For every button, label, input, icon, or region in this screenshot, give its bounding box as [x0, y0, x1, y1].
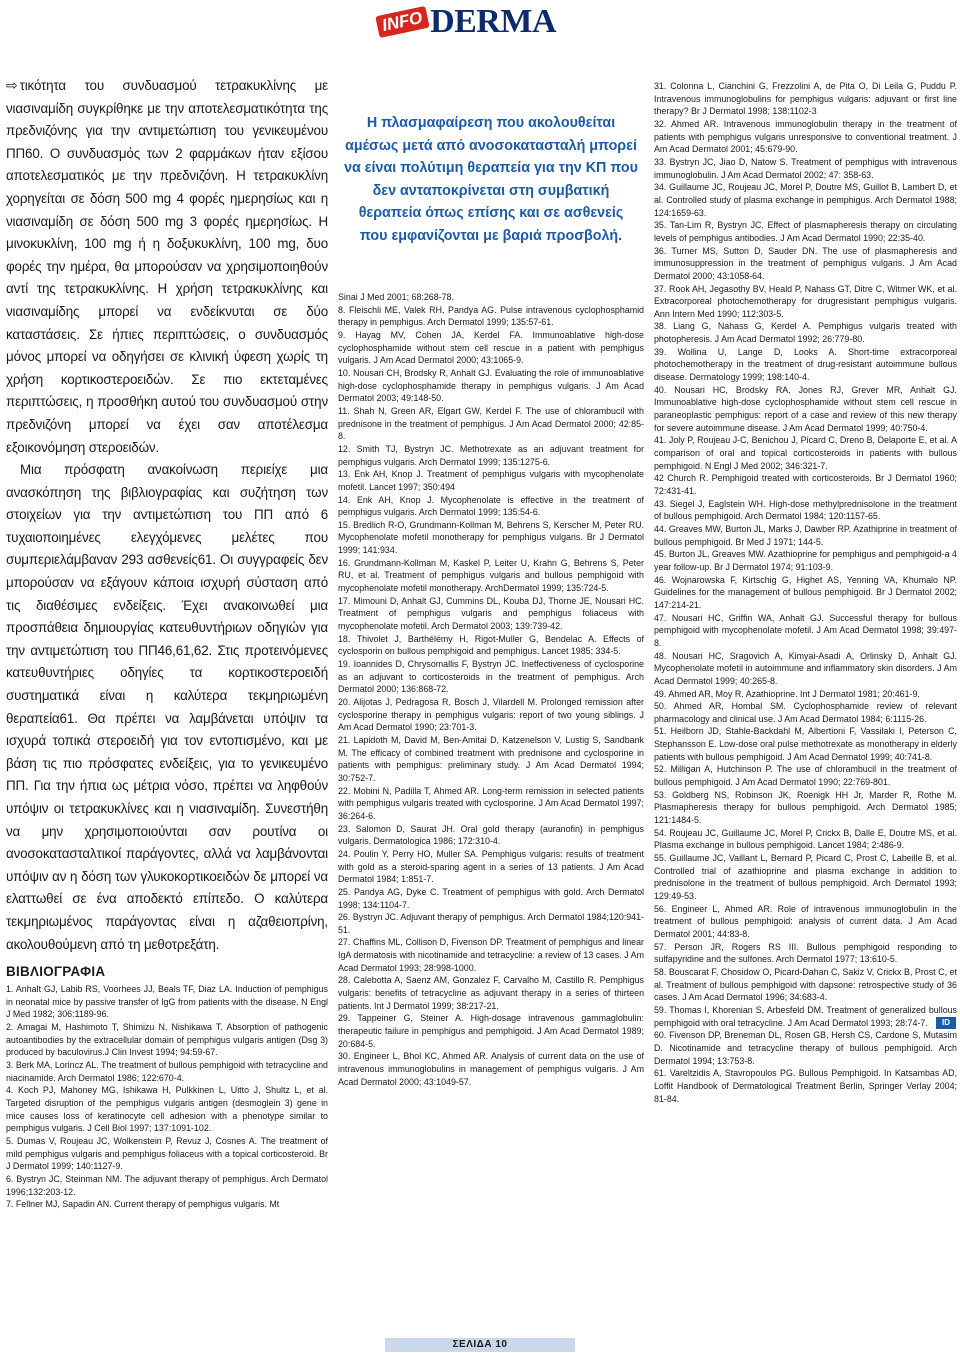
- reference-item: 58. Bouscarat F, Chosidow O, Picard-Dahan C, Sakiz V, Crickx B, Prost C, et al. Treatment of bullous pemphigoid with dapsone: retrospective study of 36 cases. J Am Acad Dermatol 1996; 34:683-4.: [654, 966, 957, 1003]
- reference-item: 29. Tappeiner G, Steiner A. High-dosage intravenous gammaglobulin: therapeutic failure in pemphigus and pemphigoid. J Am Acad Dermatol 1989; 20:684-5.: [338, 1013, 644, 1049]
- reference-item: 18. Thivolet J, Barthélémy H, Rigot-Muller G, Bendelac A. Effects of cyclosporin on bullous pemphigoid and pemphigus. Lancet 1985; 334-5.: [338, 633, 644, 657]
- continued-arrow-icon: ⇨: [6, 77, 18, 93]
- reference-item: 42 Church R. Pemphigoid treated with corticosteroids. Br J Dermatol 1960; 72:431-41.: [654, 473, 957, 496]
- page-footer: [430, 1335, 530, 1353]
- reference-item: 8. Fleischli ME, Valek RH, Pandya AG. Pulse intravenous cyclophosphamid therapy in pemphigus. Arch Dermatol 1999; 135:57-61.: [338, 304, 644, 328]
- reference-item: 45. Burton JL, Greaves MW. Azathioprine for pemphigus and pemphigoid-a 4 year follow-up. Br J Dermatol 1974; 91:103-9.: [654, 549, 957, 572]
- reference-item: 39. Wollina U, Lange D, Looks A. Short-time extracorporeal photochemotherapy in the treatment of drug-resistant autoimmune bullous disease. Dermatology 1999; 198:140-4.: [654, 346, 957, 383]
- reference-item: 26. Bystryn JC. Adjuvant therapy of pemphigus. Arch Dermatol 1984;120:941-51.: [338, 912, 644, 935]
- reference-item: 34. Guillaume JC, Roujeau JC, Morel P, Doutre MS, Guillot B, Lambert D, et al. Controlled study of plasma exchange in pemphigus. Arch Dermatol 1988; 124:1659-63.: [654, 182, 957, 218]
- reference-item: 3. Berk MA, Lorincz AL. The treatment of bullous pemphigoid with tetracycline and niacinamide. Arch Dermatol 1986; 122:670-4.: [6, 1060, 328, 1083]
- reference-item: 33. Bystryn JC, Jiao D, Natow S. Treatment of pemphigus with intravenous immunoglobulin. J Am Acad Dermatol 2002; 47: 358-63.: [654, 156, 957, 180]
- reference-item: 17. Mimouni D, Anhalt GJ, Cummins DL, Kouba DJ, Thorne JE, Nousari HC. Treatment of pemphigus vulgaris and pemphigus foliaceus with mycophenolate mofetil. Arch Dermatol 2003; 139:739-42.: [338, 595, 644, 632]
- reference-item: 31. Colonna L, Cianchini G, Frezzolini A, de Pita O, Di Leila G, Puddu P. Intravenous immunoglobulins for pemphigus vulgaris: adjuvant or first line therapy? Br J Dermatol 1998; 138:1102-3: [654, 81, 957, 117]
- reference-item: 61. Vareltzidis A, Stavropoulos PG. Bullous Pemphigoid. In Katsambas AD, Loffit Handbook of Dermatological Treatment Berlin, Springer Verlay 2004; 81-84.: [654, 1068, 957, 1104]
- reference-item: 30. Engineer L, Bhol KC, Ahmed AR. Analysis of current data on the use of intravenous immunoglobulins in management of pemphigus vulgaris. J Am Acad Dermatol 2000; 43:1049-57.: [338, 1051, 644, 1087]
- reference-item: 40. Nousari HC, Brodsky RA, Jones RJ, Grever MR, Anhalt GJ. Immunoablative high-dose cyclophosphamide without stem cell rescue in paraneoplastic pemphigus: report of a case and review of this new therapy for severe autoimmune disease. J Am Acad Dermatol 1999; 40:750-4.: [654, 384, 957, 433]
- page-number: ΣΕΛΙΔΑ 10: [452, 1338, 508, 1350]
- reference-item: 10. Nousari CH, Brodsky R, Anhalt GJ. Evaluating the role of immunoablative high-dose cyclophosphamide therapy in pemphigus vulgaris. J Am Acad Dermatol 2003; 49:148-50.: [338, 367, 644, 404]
- reference-item: 43. Siegel J, Eaglstein WH. High-dose methylprednisolone in the treatment of bullous pemphigoid. Arch Dermatol 1984; 120:1157-65.: [654, 498, 957, 522]
- reference-item: 49. Ahmed AR, Moy R. Azathioprine. Int J Dermatol 1981; 20:461-9.: [654, 688, 920, 699]
- reference-item: 23. Salomon D, Saurat JH. Oral gold therapy (auranofin) in pemphigus vulgaris. Dermatologica 1986; 172:310-4.: [338, 823, 644, 847]
- reference-item: 21. Lapidoth M, David M, Ben-Amitai D, Katzenelson V, Lustig S, Sandbank M. The efficacy of combined treatment with prednisone and cyclosporine in patients with pemphigus: preliminary study. J Am Acad Dermatol 1994; 30:752-7.: [338, 734, 644, 783]
- reference-list-3: [654, 80, 957, 1105]
- reference-item: 52. Milligan A, Hutchinson P. The use of chlorambucil in the treatment of bullous pemphigoid. J Am Acad Dermatol 1990; 22:769-801.: [654, 764, 957, 788]
- reference-item: 19. Ioannides D, Chrysomallis F, Bystryn JC. Ineffectiveness of cyclosporine as an adjuvant to corticosteroids in the treatment of pemphigus. Arch Dermatol 2000; 136:868-72.: [338, 659, 644, 695]
- reference-item: 47. Nousari HC, Griffin WA, Anhalt GJ. Successful therapy for bullous pemphigoid with mycophenolate mofetil. J Am Acad Dermatol 1998; 39:497-8.: [654, 612, 957, 648]
- pull-quote: Η πλασμαφαίρεση που ακολουθείται αμέσως μετά από ανοσοκατασταλή μπορεί να είναι πολύτιμη θεραπεία για την ΚΠ που δεν ανταποκρίνεται στη συμβατική θεραπεία όπως επίσης και σε ασθενείς που εμφανίζονται με βαριά προσβολή.: [344, 115, 638, 244]
- reference-item: 60. Fivenson DP, Breneman DL, Rosen GB, Hersh CS, Cardone S, Mutasim D. Nicotinamide and tetracycline therapy of bullous pemphigoid. Arch Dermatol 1994; 13:753-8.: [654, 1030, 957, 1066]
- reference-item: 13. Enk AH, Knop J. Treatment of pemphigus vulgaris with mycophenolate mofetil. Lancet 1997; 350:494: [338, 469, 644, 492]
- reference-item: 5. Dumas V, Roujeau JC, Wolkenstein P, Revuz J, Cosnes A. The treatment of mild pemphigus vulgaris and pemphigus foliaceus with a topical corticosteroid. Br J Dermatol 1999; 140:1127-9.: [6, 1136, 328, 1172]
- reference-item: 35. Tan-Lim R, Bystryn JC. Effect of plasmapheresis therapy on circulating levels of pemphigus antibodies. J Am Acad Dermatol 1990; 22:35-40.: [654, 220, 957, 243]
- reference-item: 16. Grundmann-Kollman M, Kaskel P, Leiter U, Krahn G, Behrens S, Peter RU, et al. Treatment of pemphigus vulgaris and bullous pemphigoid with mycophenolate mofetil monotherapy. ArchDermatol 1999; 135:724-5.: [338, 557, 644, 594]
- paragraph-2: Μια πρόσφατη ανακοίνωση περιείχε μια ανασκόπηση της βιβλιογραφίας και συζήτηση των στοιχείων για την αντιμετώπιση του ΠΠ από 6 τυχαιοποιημένες ελεγχόμενες μελέτες που συμπεριελάμβαναν 293 ασθενείς61. Οι συγγραφείς δεν μπορούσαν να εξάγουν κάποια ισχυρή σύσταση από τις διαθέσιμες ενδείξεις. Έχει ανακοινωθεί μια προσπάθεια δημιουργίας κατευθυντήριων οδηγιών για την αντιμετώπιση του ΠΠ46,61,62. Στις προτεινόμενες κατευθυντήριες οδηγίες τα κορτικοστεροειδή συστηματικά είναι η καλύτερα τεκμηριωμένη θεραπεία61. Θα πρέπει να λαμβάνεται υπόψιν τα ισχυρά τοπικά στεροειδή για τον εντοπισμένο, και με βάση τις πιο πρόσφατες ενδείξεις, για το γενικευμένο ΠΠ. Για την ήπια ως μέτρια νόσο, πρέπει να ληφθούν υπόψιν οι τετρακυκλίνες και η νιασιναμίδη. Συνεστήθη να μην χρησιμοποιούνται σαν ρουτίνα οι ανοσοκατασταλτικοί παράγοντες, αλλά να λαμβάνονται υπόψιν αν η δόση των γλυκοκορτικοειδών δε μπορεί να ελαττωθεί σε ένα αποδεκτό επίπεδο. Ο καλύτερα τεκμηριωμένος παράγοντας είναι η αζαθειοπρίνη, ακολουθούμενη από τη μεθοτρεξάτη.: [6, 462, 328, 952]
- logo-derma-wordmark: DERMA: [430, 3, 556, 40]
- bibliography-heading: ΒΙΒΛΙΟΓΡΑΦΙΑ: [6, 964, 106, 980]
- reference-item: 54. Roujeau JC, Guillaume JC, Morel P, Crickx B, Dalle E, Doutre MS, et al. Plasma exchange in bullous pemphigoid. Lancet 1984; 2:486-9.: [654, 827, 957, 851]
- reference-item: 27. Chaffins ML, Collison D, Fivenson DP. Treatment of pemphigus and linear IgA dermatosis with nicotinamide and tetracycline: a review of 13 cases. J Am Acad Dermatol 1993; 28:998-1000.: [338, 937, 644, 973]
- paragraph-1-text: τικότητα του συνδυασμού τετρακυκλίνης με νιασιναμίδη συγκρίθηκε με την αποτελεσματικότητα της πρεδνιζόνης για την αντιμετώπιση του γενικευμένου ΠΠ60. Ο συνδυασμός των 2 φαρμάκων ήταν εξίσου αποτελεσματικός με την πρεδνιζόνη. Η τετρακυκλίνη χορηγείται σε δόση 500 mg 4 φορές ημερησίως και η νιασιναμίδη σε δόση 500 mg 3 φορές ημερησίως. Η μινοκυκλίνη, 100 mg ή η δοξυκυκλίνη, 100 mg, δυο φορές την ημέρα, θα μπορούσαν να χρησιμοποιηθούν αντί της τετρακυκλίνης. Η χρήση τετρακυκλίνης και νιασιναμίδης μπορεί να ενδείκνυται σε δύο καταστάσεις. Σε ήπιες περιπτώσεις, ο συνδυασμός μόνος μπορεί να οδηγήσει σε κλινική ύφεση χωρίς τη χρήση κορτικοστεροειδών. Σε πιο εκτεταμένες περιπτώσεις, η προσθήκη αυτού του συνδυασμού στην πρεδνιζόνη μπορεί να έχει σαν αποτέλεσμα εξοικονόμηση στεροειδών.: [6, 78, 328, 455]
- reference-item: 25. Pandya AG, Dyke C. Treatment of pemphigus with gold. Arch Dermatol 1998; 134:1104-7.: [338, 886, 644, 910]
- reference-item: 2. Amagai M, Hashimoto T, Shimizu N, Nishikawa T. Absorption of pathogenic autoantibodies by the extracellular domain of pemphigus vulgaris antigen (Dsg 3) produced by baculovirus.J Clin Invest 1994; 94:59-67.: [6, 1022, 328, 1058]
- reference-item: 55. Guillaume JC, Vaillant L, Bernard P, Picard C, Prost C, Labeille B, et al. Controlled trial of azathioprine and plasma exchange in addition to prednisolone in the treatment of bullous pemphigoid. Arch Dermatol 1993; 129:49-53.: [654, 853, 957, 901]
- reference-item: 15. Bredlich R-O, Grundmann-Kollman M, Behrens S, Kerscher M, Peter RU. Mycophenolate mofetil monotherapy for pemphigus vulgaris. Br J Dermatol 1999; 141:934.: [338, 519, 644, 556]
- reference-list-1: [6, 983, 328, 1211]
- reference-item: 44. Greaves MW, Burton JL, Marks J, Dawber RP. Azathiprine in treatment of bullous pemphigoid. Br Med J 1971; 144-5.: [654, 523, 957, 547]
- reference-item: 28. Calebotta A, Saenz AM, Gonzalez F, Carvalho M, Castillo R. Pemphigus vulgaris: benefits of tetracycline as adjuvant therapy in a series of thirteen patients. Int J Dermatol 1999; 38:217-21.: [338, 975, 644, 1011]
- article-body: [6, 74, 328, 956]
- column-2: [338, 0, 644, 1088]
- reference-item: 46. Wojnarowska F, Kirtschig G, Highet AS, Yenning VA, Khumalo NP. Guidelines for the management of bullous pemphigoid. Br J Dermatol 2002; 147:214-21.: [654, 574, 957, 610]
- reference-item: 22. Mobini N, Padilla T, Ahmed AR. Long-term remission in selected patients with pemphigus vulgaris treated with cyclosporine. J Am Acad Dermatol 1997; 36:264-6.: [338, 785, 644, 821]
- reference-item: 32. Ahmed AR. Intravenous immunoglobulin therapy in the treatment of patients with pemphigus vulgaris unresponsive to conventional treatment. J Am Acad Dermatol 2001; 45:679-90.: [654, 118, 957, 155]
- reference-item: 7. Fellner MJ, Sapadin AN. Current therapy of pemphigus vulgaris. Mt: [6, 1199, 280, 1210]
- reference-item: 48. Nousari HC, Sragovich A, Kimyai-Asadi A, Orlinsky D, Anhalt GJ. Mycophenolate mofetil in autoimmune and inflammatory skin disorders. J Am Acad Dermatol 1999; 40:265-8.: [654, 650, 957, 686]
- column-3: [654, 80, 957, 1105]
- reference-item: 6. Bystryn JC, Steinman NM. The adjuvant therapy of pemphigus. Arch Dermatol 1996;132:203-12.: [6, 1174, 328, 1197]
- reference-item: 56. Engineer L, Ahmed AR. Role of intravenous immunoglobulin in the treatment of bullous pemphigoid: analysis of current data. J Am Acad Dermatol 2001; 44:83-8.: [654, 903, 957, 939]
- reference-item: 20. Alijotas J, Pedragosa R, Bosch J, Vilardell M. Prolonged remission after cyclosporine therapy in pemphigus vulgaris: report of two young siblings. J Am Acad Dermatol 1990; 23:701-3.: [338, 697, 644, 733]
- reference-item: 14. Enk AH, Knop J. Mycophenolate is effective in the treatment of pemphigus vulgaris. Arch Dermatol 1999; 135:54-6.: [338, 494, 644, 518]
- reference-item: 11. Shah N, Green AR, Elgart GW, Kerdel F. The use of chlorambucil with prednisone in the treatment of pemphigus. J Am Acad Dermatol 2000; 42:85-8.: [338, 405, 644, 442]
- end-of-article-badge: ID: [936, 1017, 956, 1029]
- reference-item: 36. Turner MS, Sutton D, Sauder DN. The use of plasmapheresis and immunosuppression in the treatment of pemphigus vulgaris. J Am Acad Dermatol 2000; 43:1058-64.: [654, 245, 957, 281]
- reference-item: 53. Goldberg NS, Robinson JK, Roenigk HH Jr, Marder R, Rothe M. Plasmapheresis therapy for bullous pemphigoid. Arch Dermatol 1985; 121:1484-5.: [654, 789, 957, 826]
- reference-item: 1. Anhalt GJ, Labib RS, Voorhees JJ, Beals TF, Diaz LA. Induction of pemphigus in neonatal mice by passive transfer of IgG from patients with the disease. N Engl J Med 1982; 306:1189-96.: [6, 984, 328, 1020]
- reference-item: 59. Thomas I, Khorenian S, Arbesfeld DM. Treatment of generalized bullous pemphigoid with oral tetracycline. J Am Acad Dermatol 1993; 28:74-7.: [654, 1004, 957, 1028]
- reference-item: 51. Heilborn JD, Stahle-Backdahl M, Albertioni F, Vassilaki I, Peterson C, Stephansson E. Low-dose oral pulse methotrexate as monotherapy in elderly patients with bullous pemphigoid. J Am Acad Dermatol 1999; 40:741-8.: [654, 726, 957, 762]
- reference-item: 9. Hayag MV, Cohen JA, Kerdel FA. Immunoablative high-dose cyclophosphamide without stem cell rescue in a patient with pemphigus vulgaris. J Am Acad Dermatol 2000; 43:1065-9.: [338, 329, 644, 366]
- reference-item: 38. Liang G, Nahass G, Kerdel A. Pemphigus vulgaris treated with photopheresis. J Am Acad Dermatol 1992; 26:779-80.: [654, 321, 957, 345]
- reference-list-2: [338, 291, 644, 1088]
- reference-item: Sinai J Med 2001; 68:268-78.: [338, 292, 454, 302]
- paragraph-1: [6, 74, 328, 459]
- reference-item: 12. Smith TJ, Bystryn JC. Methotrexate as an adjuvant treatment for pemphigus vulgaris. Arch Dermatol 1999; 135:1275-6.: [338, 443, 644, 467]
- reference-item: 57. Person JR, Rogers RS III. Bullous pemphigoid responding to sulfapyridine and the sulfones. Arch Dermatol 1977; 13:610-5.: [654, 941, 957, 965]
- reference-item: 50. Ahmed AR, Hombal SM. Cyclophosphamide review of relevant pharmacology and clinical use. J Am Acad Dermatol 1984; 6:1115-26.: [654, 701, 957, 724]
- logo-info-badge: INFO: [376, 6, 430, 38]
- reference-item: 24. Poulin Y, Perry HO, Muller SA. Pemphigus vulgaris: results of treatment with gold as a steroid-sparing agent in a series of 13 patients. J Am Acad Dermatol 1984; 1:851-7.: [338, 848, 644, 885]
- reference-item: 37. Rook AH, Jegasothy BV, Heald P, Nahass GT, Ditre C, Witmer WK, et al. Extracorporeal photochemotherapy for drugresistant pemphigus vulgaris. Ann Intern Med 1990; 112:303-5.: [654, 283, 957, 319]
- reference-item: 4. Koch PJ, Mahoney MG, Ishikawa H, Pulkkinen L, Uitto J, Shultz L, et al. Targeted disruption of the pemphigus vulgaris antigen (desmoglein 3) gene in mice causes loss of keratinocyte cell adhesion with a phenotype similar to pemphigus vulgaris. J Cell Biol 1997; 137:1091-102.: [6, 1085, 328, 1134]
- reference-item: 41. Joly P, Roujeau J-C, Benichou J, Picard C, Dreno B, Delaporte E, et al. A comparison of oral and topical corticosteroids in patients with bullous pemphigoid. N Engl J Med 2002; 346:321-7.: [654, 435, 957, 471]
- column-1: [6, 74, 328, 1211]
